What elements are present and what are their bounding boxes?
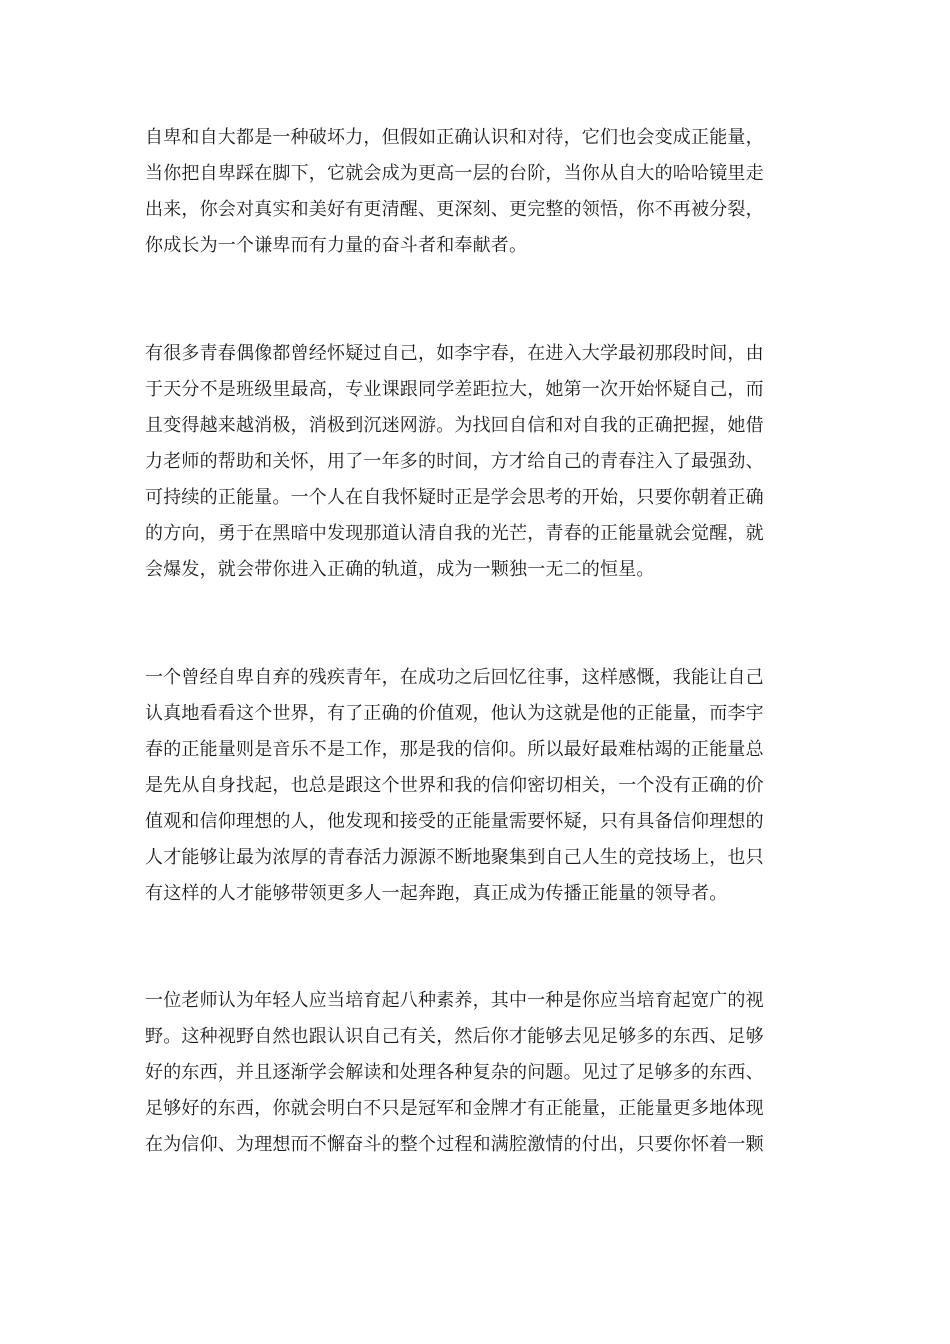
text-line: 你成长为一个谦卑而有力量的奋斗者和奉献者。	[145, 235, 528, 256]
text-line: 可持续的正能量。一个人在自我怀疑时正是学会思考的开始，只要你朝着正确	[145, 487, 764, 508]
text-line: 当你把自卑踩在脚下，它就会成为更高一层的台阶，当你从自大的哈哈镜里走	[145, 163, 764, 184]
text-line: 一个曾经自卑自弃的残疾青年，在成功之后回忆往事，这样感慨，我能让自己	[145, 667, 764, 688]
text-line: 人才能够让最为浓厚的青春活力源源不断地聚集到自己人生的竞技场上，也只	[145, 847, 764, 868]
text-line: 力老师的帮助和关怀，用了一年多的时间，方才给自己的青春注入了最强劲、	[145, 451, 764, 472]
text-line: 野。这种视野自然也跟认识自己有关，然后你才能够去见足够多的东西、足够	[145, 1026, 764, 1047]
text-line: 在为信仰、为理想而不懈奋斗的整个过程和满腔激情的付出，只要你怀着一颗	[145, 1134, 764, 1155]
paragraph-3	[145, 660, 810, 912]
text-line: 认真地看看这个世界，有了正确的价值观，他认为这就是他的正能量，而李宇	[145, 703, 764, 724]
text-line: 有这样的人才能够带领更多人一起奔跑，真正成为传播正能量的领导者。	[145, 883, 728, 904]
text-line: 出来，你会对真实和美好有更清醒、更深刻、更完整的领悟，你不再被分裂，	[145, 199, 764, 220]
paragraph-4	[145, 983, 810, 1163]
text-line: 会爆发，就会带你进入正确的轨道，成为一颗独一无二的恒星。	[145, 559, 655, 580]
text-line: 值观和信仰理想的人，他发现和接受的正能量需要怀疑，只有具备信仰理想的	[145, 811, 764, 832]
text-line: 是先从自身找起，也总是跟这个世界和我的信仰密切相关，一个没有正确的价	[145, 775, 764, 796]
paragraph-2	[145, 336, 810, 588]
text-line: 春的正能量则是音乐不是工作，那是我的信仰。所以最好最难枯竭的正能量总	[145, 739, 764, 760]
text-line: 于天分不是班级里最高，专业课跟同学差距拉大，她第一次开始怀疑自己，而	[145, 379, 764, 400]
text-line: 足够好的东西，你就会明白不只是冠军和金牌才有正能量，正能量更多地体现	[145, 1098, 764, 1119]
text-line: 好的东西，并且逐渐学会解读和处理各种复杂的问题。见过了足够多的东西、	[145, 1062, 764, 1083]
text-line: 有很多青春偶像都曾经怀疑过自己，如李宇春，在进入大学最初那段时间，由	[145, 343, 764, 364]
text-line: 一位老师认为年轻人应当培育起八种素养，其中一种是你应当培育起宽广的视	[145, 990, 764, 1011]
text-line: 且变得越来越消极，消极到沉迷网游。为找回自信和对自我的正确把握，她借	[145, 415, 764, 436]
text-line: 自卑和自大都是一种破坏力，但假如正确认识和对待，它们也会变成正能量，	[145, 127, 764, 148]
text-line: 的方向，勇于在黑暗中发现那道认清自我的光芒，青春的正能量就会觉醒，就	[145, 523, 764, 544]
paragraph-1	[145, 120, 810, 264]
